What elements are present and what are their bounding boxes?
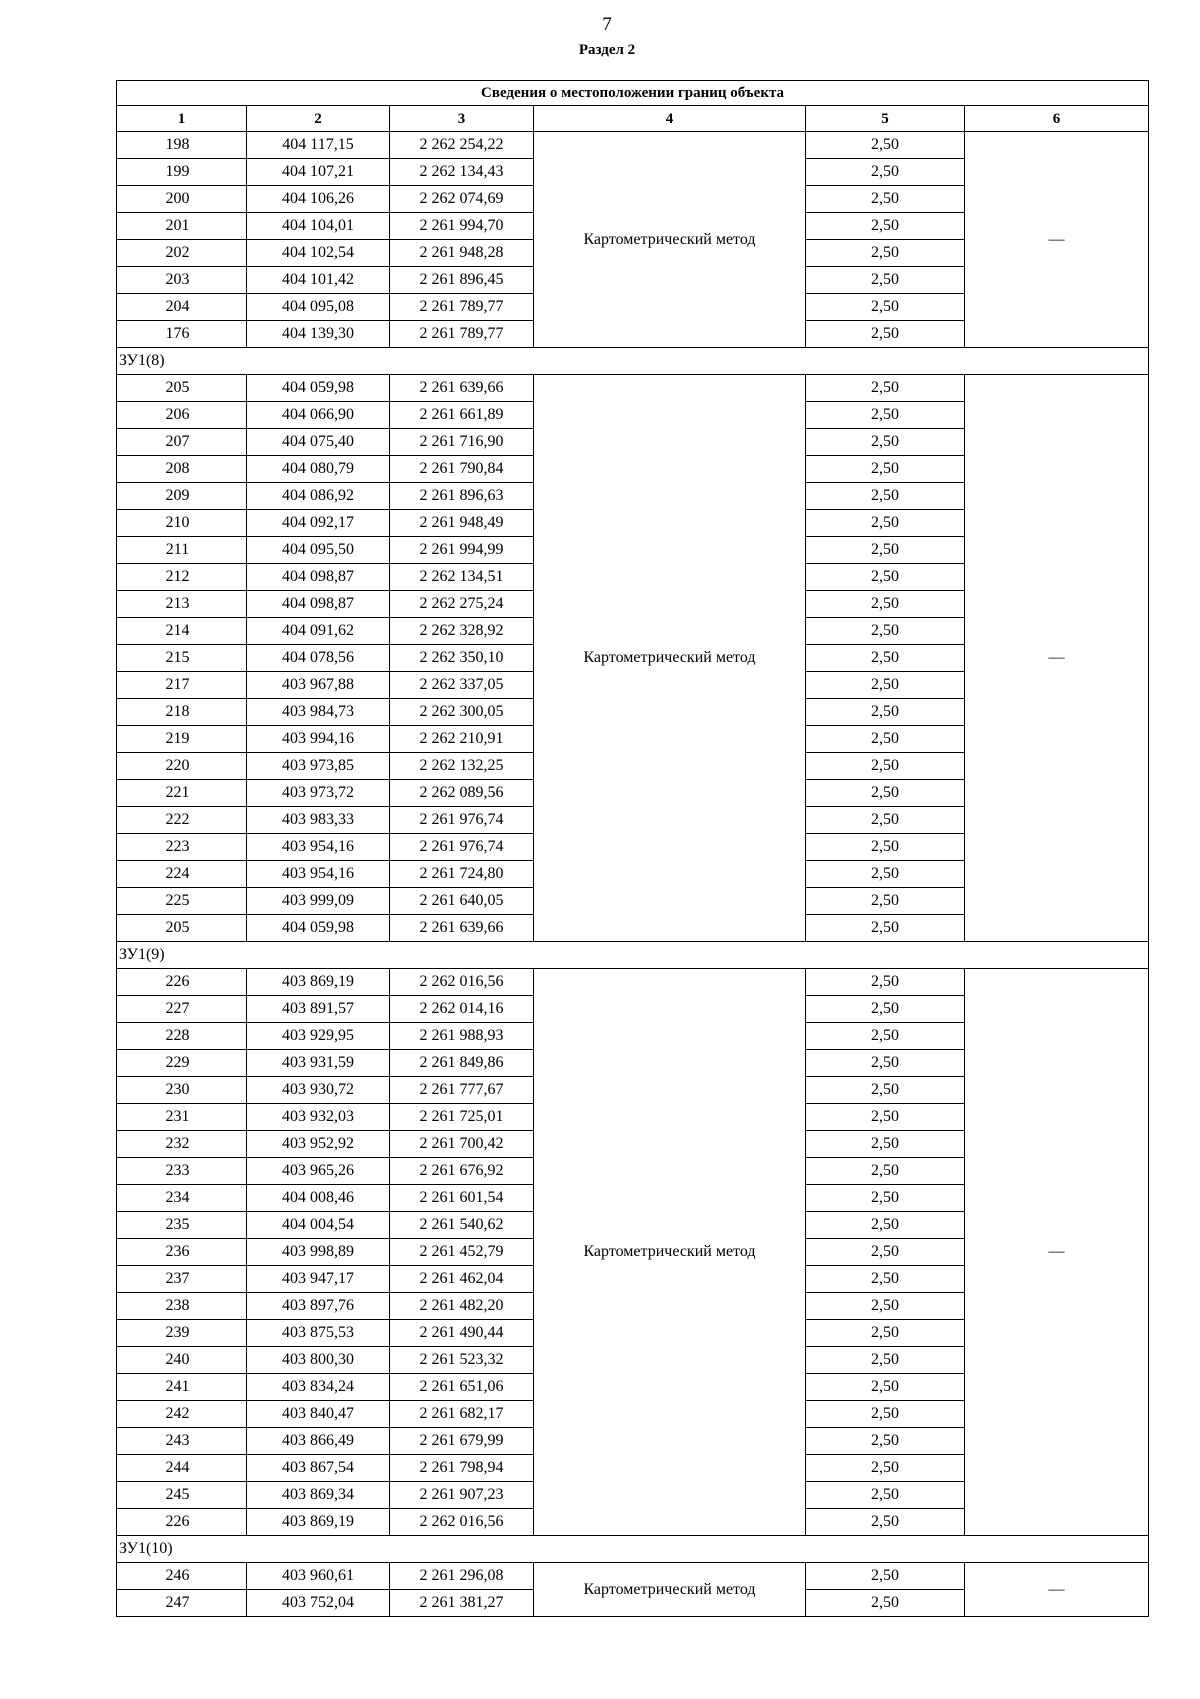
y-coordinate-cell: 2 262 210,91: [390, 726, 534, 753]
x-coordinate-cell: 404 107,21: [247, 159, 390, 186]
point-number-cell: 243: [117, 1428, 247, 1455]
accuracy-cell: 2,50: [806, 1563, 965, 1590]
method-cell: Картометрический метод: [534, 969, 806, 1536]
point-number-cell: 226: [117, 1509, 247, 1536]
point-number-cell: 203: [117, 267, 247, 294]
y-coordinate-cell: 2 261 789,77: [390, 321, 534, 348]
point-number-cell: 224: [117, 861, 247, 888]
x-coordinate-cell: 403 967,88: [247, 672, 390, 699]
accuracy-cell: 2,50: [806, 564, 965, 591]
point-number-cell: 230: [117, 1077, 247, 1104]
point-number-cell: 238: [117, 1293, 247, 1320]
accuracy-cell: 2,50: [806, 1590, 965, 1617]
y-coordinate-cell: 2 261 639,66: [390, 915, 534, 942]
point-number-cell: 205: [117, 375, 247, 402]
point-number-cell: 247: [117, 1590, 247, 1617]
y-coordinate-cell: 2 262 074,69: [390, 186, 534, 213]
y-coordinate-cell: 2 261 790,84: [390, 456, 534, 483]
x-coordinate-cell: 404 095,08: [247, 294, 390, 321]
accuracy-cell: 2,50: [806, 861, 965, 888]
accuracy-cell: 2,50: [806, 483, 965, 510]
point-number-cell: 199: [117, 159, 247, 186]
col6-cell: —: [965, 375, 1149, 942]
point-number-cell: 200: [117, 186, 247, 213]
y-coordinate-cell: 2 261 896,45: [390, 267, 534, 294]
point-number-cell: 214: [117, 618, 247, 645]
accuracy-cell: 2,50: [806, 807, 965, 834]
x-coordinate-cell: 403 897,76: [247, 1293, 390, 1320]
page-number: 7: [602, 14, 612, 35]
y-coordinate-cell: 2 262 089,56: [390, 780, 534, 807]
point-number-cell: 211: [117, 537, 247, 564]
y-coordinate-cell: 2 261 948,28: [390, 240, 534, 267]
y-coordinate-cell: 2 262 337,05: [390, 672, 534, 699]
table-row: [117, 132, 1149, 159]
point-number-cell: 231: [117, 1104, 247, 1131]
x-coordinate-cell: 404 095,50: [247, 537, 390, 564]
y-coordinate-cell: 2 262 134,43: [390, 159, 534, 186]
point-number-cell: 240: [117, 1347, 247, 1374]
y-coordinate-cell: 2 262 016,56: [390, 1509, 534, 1536]
y-coordinate-cell: 2 261 798,94: [390, 1455, 534, 1482]
point-number-cell: 206: [117, 402, 247, 429]
x-coordinate-cell: 403 965,26: [247, 1158, 390, 1185]
accuracy-cell: 2,50: [806, 1077, 965, 1104]
y-coordinate-cell: 2 262 275,24: [390, 591, 534, 618]
x-coordinate-cell: 404 117,15: [247, 132, 390, 159]
y-coordinate-cell: 2 261 640,05: [390, 888, 534, 915]
accuracy-cell: 2,50: [806, 267, 965, 294]
accuracy-cell: 2,50: [806, 1239, 965, 1266]
point-number-cell: 213: [117, 591, 247, 618]
x-coordinate-cell: 404 004,54: [247, 1212, 390, 1239]
point-number-cell: 220: [117, 753, 247, 780]
point-number-cell: 215: [117, 645, 247, 672]
point-number-cell: 207: [117, 429, 247, 456]
accuracy-cell: 2,50: [806, 1266, 965, 1293]
accuracy-cell: 2,50: [806, 456, 965, 483]
accuracy-cell: 2,50: [806, 672, 965, 699]
table-caption: Сведения о местоположении границ объекта: [117, 81, 1149, 106]
accuracy-cell: 2,50: [806, 618, 965, 645]
accuracy-cell: 2,50: [806, 1428, 965, 1455]
accuracy-cell: 2,50: [806, 1050, 965, 1077]
x-coordinate-cell: 404 066,90: [247, 402, 390, 429]
group-label-row: [117, 1536, 1149, 1563]
accuracy-cell: 2,50: [806, 1374, 965, 1401]
y-coordinate-cell: 2 261 679,99: [390, 1428, 534, 1455]
y-coordinate-cell: 2 261 381,27: [390, 1590, 534, 1617]
point-number-cell: 208: [117, 456, 247, 483]
y-coordinate-cell: 2 261 682,17: [390, 1401, 534, 1428]
x-coordinate-cell: 403 869,19: [247, 1509, 390, 1536]
y-coordinate-cell: 2 261 462,04: [390, 1266, 534, 1293]
accuracy-cell: 2,50: [806, 1455, 965, 1482]
point-number-cell: 239: [117, 1320, 247, 1347]
accuracy-cell: 2,50: [806, 645, 965, 672]
point-number-cell: 204: [117, 294, 247, 321]
point-number-cell: 244: [117, 1455, 247, 1482]
point-number-cell: 221: [117, 780, 247, 807]
x-coordinate-cell: 403 834,24: [247, 1374, 390, 1401]
accuracy-cell: 2,50: [806, 834, 965, 861]
point-number-cell: 218: [117, 699, 247, 726]
accuracy-cell: 2,50: [806, 132, 965, 159]
x-coordinate-cell: 404 078,56: [247, 645, 390, 672]
accuracy-cell: 2,50: [806, 375, 965, 402]
y-coordinate-cell: 2 262 014,16: [390, 996, 534, 1023]
accuracy-cell: 2,50: [806, 213, 965, 240]
y-coordinate-cell: 2 261 540,62: [390, 1212, 534, 1239]
group-label-row: [117, 942, 1149, 969]
point-number-cell: 228: [117, 1023, 247, 1050]
group-label-row: [117, 348, 1149, 375]
table-row: [117, 375, 1149, 402]
y-coordinate-cell: 2 262 134,51: [390, 564, 534, 591]
x-coordinate-cell: 404 008,46: [247, 1185, 390, 1212]
y-coordinate-cell: 2 262 254,22: [390, 132, 534, 159]
column-header: 5: [806, 106, 965, 132]
point-number-cell: 234: [117, 1185, 247, 1212]
column-header: 1: [117, 106, 247, 132]
point-number-cell: 237: [117, 1266, 247, 1293]
group-label: ЗУ1(10): [117, 1536, 1149, 1563]
accuracy-cell: 2,50: [806, 726, 965, 753]
point-number-cell: 205: [117, 915, 247, 942]
accuracy-cell: 2,50: [806, 1131, 965, 1158]
x-coordinate-cell: 404 091,62: [247, 618, 390, 645]
x-coordinate-cell: 403 960,61: [247, 1563, 390, 1590]
point-number-cell: 236: [117, 1239, 247, 1266]
accuracy-cell: 2,50: [806, 1293, 965, 1320]
point-number-cell: 210: [117, 510, 247, 537]
accuracy-cell: 2,50: [806, 429, 965, 456]
point-number-cell: 209: [117, 483, 247, 510]
accuracy-cell: 2,50: [806, 537, 965, 564]
point-number-cell: 223: [117, 834, 247, 861]
x-coordinate-cell: 403 994,16: [247, 726, 390, 753]
y-coordinate-cell: 2 261 676,92: [390, 1158, 534, 1185]
y-coordinate-cell: 2 261 639,66: [390, 375, 534, 402]
point-number-cell: 212: [117, 564, 247, 591]
col6-cell: —: [965, 1563, 1149, 1617]
col6-cell: —: [965, 132, 1149, 348]
accuracy-cell: 2,50: [806, 1401, 965, 1428]
x-coordinate-cell: 403 800,30: [247, 1347, 390, 1374]
accuracy-cell: 2,50: [806, 1320, 965, 1347]
y-coordinate-cell: 2 261 994,99: [390, 537, 534, 564]
y-coordinate-cell: 2 261 896,63: [390, 483, 534, 510]
point-number-cell: 233: [117, 1158, 247, 1185]
column-header: 4: [534, 106, 806, 132]
x-coordinate-cell: 403 752,04: [247, 1590, 390, 1617]
point-number-cell: 242: [117, 1401, 247, 1428]
accuracy-cell: 2,50: [806, 996, 965, 1023]
point-number-cell: 226: [117, 969, 247, 996]
x-coordinate-cell: 403 954,16: [247, 861, 390, 888]
accuracy-cell: 2,50: [806, 888, 965, 915]
point-number-cell: 225: [117, 888, 247, 915]
x-coordinate-cell: 403 867,54: [247, 1455, 390, 1482]
point-number-cell: 235: [117, 1212, 247, 1239]
x-coordinate-cell: 403 840,47: [247, 1401, 390, 1428]
x-coordinate-cell: 403 891,57: [247, 996, 390, 1023]
point-number-cell: 217: [117, 672, 247, 699]
x-coordinate-cell: 403 984,73: [247, 699, 390, 726]
column-header-row: [117, 106, 1149, 132]
y-coordinate-cell: 2 261 777,67: [390, 1077, 534, 1104]
y-coordinate-cell: 2 261 661,89: [390, 402, 534, 429]
x-coordinate-cell: 403 998,89: [247, 1239, 390, 1266]
point-number-cell: 176: [117, 321, 247, 348]
accuracy-cell: 2,50: [806, 1185, 965, 1212]
x-coordinate-cell: 403 983,33: [247, 807, 390, 834]
y-coordinate-cell: 2 261 452,79: [390, 1239, 534, 1266]
point-number-cell: 246: [117, 1563, 247, 1590]
y-coordinate-cell: 2 261 601,54: [390, 1185, 534, 1212]
y-coordinate-cell: 2 261 988,93: [390, 1023, 534, 1050]
x-coordinate-cell: 404 059,98: [247, 375, 390, 402]
accuracy-cell: 2,50: [806, 159, 965, 186]
point-number-cell: 245: [117, 1482, 247, 1509]
y-coordinate-cell: 2 262 300,05: [390, 699, 534, 726]
x-coordinate-cell: 404 098,87: [247, 564, 390, 591]
y-coordinate-cell: 2 262 132,25: [390, 753, 534, 780]
point-number-cell: 219: [117, 726, 247, 753]
table-body: [117, 81, 1149, 1617]
column-header: 3: [390, 106, 534, 132]
y-coordinate-cell: 2 261 976,74: [390, 834, 534, 861]
y-coordinate-cell: 2 261 296,08: [390, 1563, 534, 1590]
accuracy-cell: 2,50: [806, 969, 965, 996]
y-coordinate-cell: 2 261 976,74: [390, 807, 534, 834]
accuracy-cell: 2,50: [806, 699, 965, 726]
x-coordinate-cell: 403 875,53: [247, 1320, 390, 1347]
x-coordinate-cell: 404 104,01: [247, 213, 390, 240]
point-number-cell: 198: [117, 132, 247, 159]
point-number-cell: 229: [117, 1050, 247, 1077]
x-coordinate-cell: 404 059,98: [247, 915, 390, 942]
x-coordinate-cell: 404 102,54: [247, 240, 390, 267]
point-number-cell: 202: [117, 240, 247, 267]
accuracy-cell: 2,50: [806, 1212, 965, 1239]
x-coordinate-cell: 404 075,40: [247, 429, 390, 456]
y-coordinate-cell: 2 261 789,77: [390, 294, 534, 321]
y-coordinate-cell: 2 261 725,01: [390, 1104, 534, 1131]
x-coordinate-cell: 404 101,42: [247, 267, 390, 294]
x-coordinate-cell: 404 098,87: [247, 591, 390, 618]
accuracy-cell: 2,50: [806, 1104, 965, 1131]
col6-cell: —: [965, 969, 1149, 1536]
y-coordinate-cell: 2 261 724,80: [390, 861, 534, 888]
x-coordinate-cell: 403 869,34: [247, 1482, 390, 1509]
section-title: Раздел 2: [578, 42, 636, 58]
x-coordinate-cell: 403 931,59: [247, 1050, 390, 1077]
x-coordinate-cell: 403 930,72: [247, 1077, 390, 1104]
group-label: ЗУ1(9): [117, 942, 1149, 969]
method-cell: Картометрический метод: [534, 132, 806, 348]
accuracy-cell: 2,50: [806, 1482, 965, 1509]
accuracy-cell: 2,50: [806, 1023, 965, 1050]
y-coordinate-cell: 2 261 482,20: [390, 1293, 534, 1320]
point-number-cell: 232: [117, 1131, 247, 1158]
y-coordinate-cell: 2 262 016,56: [390, 969, 534, 996]
x-coordinate-cell: 403 954,16: [247, 834, 390, 861]
x-coordinate-cell: 404 106,26: [247, 186, 390, 213]
x-coordinate-cell: 403 973,85: [247, 753, 390, 780]
table-row: [117, 969, 1149, 996]
x-coordinate-cell: 403 869,19: [247, 969, 390, 996]
column-header: 6: [965, 106, 1149, 132]
y-coordinate-cell: 2 261 907,23: [390, 1482, 534, 1509]
x-coordinate-cell: 404 086,92: [247, 483, 390, 510]
x-coordinate-cell: 403 932,03: [247, 1104, 390, 1131]
point-number-cell: 227: [117, 996, 247, 1023]
y-coordinate-cell: 2 261 490,44: [390, 1320, 534, 1347]
accuracy-cell: 2,50: [806, 510, 965, 537]
accuracy-cell: 2,50: [806, 591, 965, 618]
accuracy-cell: 2,50: [806, 1347, 965, 1374]
table-row: [117, 1563, 1149, 1590]
boundary-table: [116, 80, 1149, 1617]
x-coordinate-cell: 404 092,17: [247, 510, 390, 537]
column-header: 2: [247, 106, 390, 132]
x-coordinate-cell: 403 999,09: [247, 888, 390, 915]
accuracy-cell: 2,50: [806, 402, 965, 429]
x-coordinate-cell: 403 952,92: [247, 1131, 390, 1158]
x-coordinate-cell: 403 866,49: [247, 1428, 390, 1455]
y-coordinate-cell: 2 261 849,86: [390, 1050, 534, 1077]
accuracy-cell: 2,50: [806, 1509, 965, 1536]
accuracy-cell: 2,50: [806, 294, 965, 321]
method-cell: Картометрический метод: [534, 375, 806, 942]
accuracy-cell: 2,50: [806, 753, 965, 780]
point-number-cell: 201: [117, 213, 247, 240]
group-label: ЗУ1(8): [117, 348, 1149, 375]
table-caption-row: [117, 81, 1149, 106]
x-coordinate-cell: 403 929,95: [247, 1023, 390, 1050]
method-cell: Картометрический метод: [534, 1563, 806, 1617]
accuracy-cell: 2,50: [806, 780, 965, 807]
y-coordinate-cell: 2 261 700,42: [390, 1131, 534, 1158]
accuracy-cell: 2,50: [806, 321, 965, 348]
accuracy-cell: 2,50: [806, 186, 965, 213]
y-coordinate-cell: 2 261 716,90: [390, 429, 534, 456]
x-coordinate-cell: 404 080,79: [247, 456, 390, 483]
y-coordinate-cell: 2 261 651,06: [390, 1374, 534, 1401]
point-number-cell: 222: [117, 807, 247, 834]
accuracy-cell: 2,50: [806, 915, 965, 942]
accuracy-cell: 2,50: [806, 240, 965, 267]
y-coordinate-cell: 2 261 948,49: [390, 510, 534, 537]
point-number-cell: 241: [117, 1374, 247, 1401]
x-coordinate-cell: 403 973,72: [247, 780, 390, 807]
accuracy-cell: 2,50: [806, 1158, 965, 1185]
x-coordinate-cell: 403 947,17: [247, 1266, 390, 1293]
y-coordinate-cell: 2 262 350,10: [390, 645, 534, 672]
x-coordinate-cell: 404 139,30: [247, 321, 390, 348]
y-coordinate-cell: 2 261 523,32: [390, 1347, 534, 1374]
y-coordinate-cell: 2 262 328,92: [390, 618, 534, 645]
y-coordinate-cell: 2 261 994,70: [390, 213, 534, 240]
